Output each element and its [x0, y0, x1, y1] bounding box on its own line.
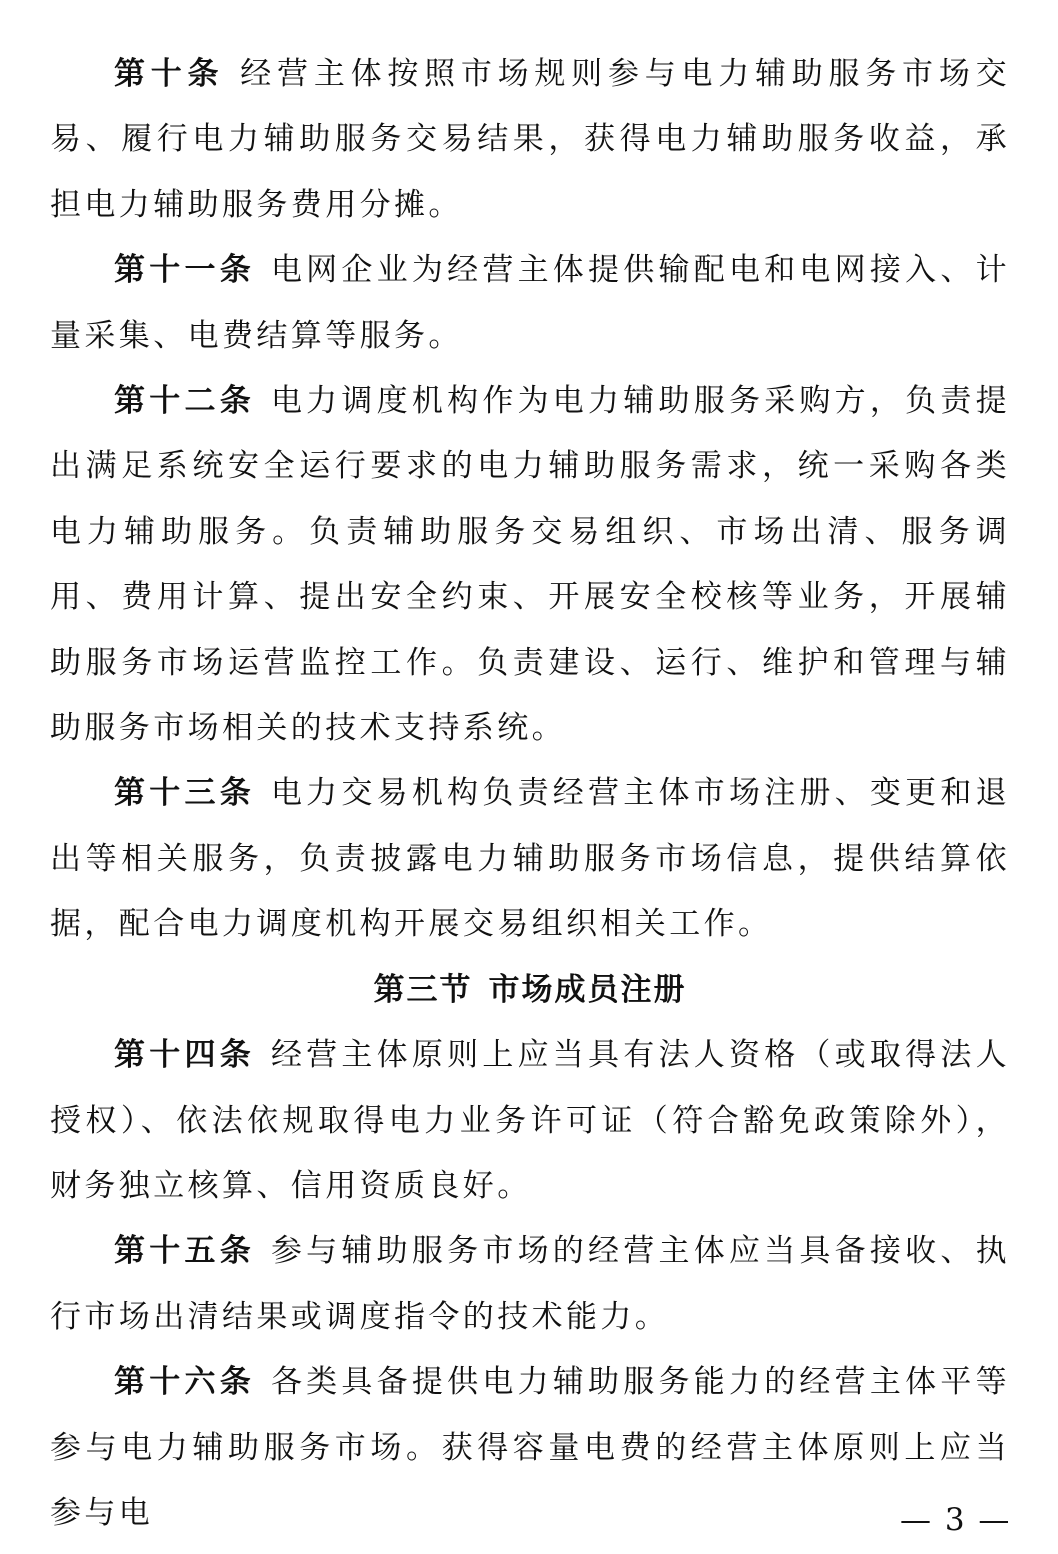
- article-text: 参与辅助服务市场的经营主体应当具备接收、执行市场出清结果或调度指令的技术能力。: [50, 1233, 1010, 1335]
- article-11: [50, 238, 1010, 369]
- article-text: 电力交易机构负责经营主体市场注册、变更和退出等相关服务，负责披露电力辅助服务市场信息，提供结算依据，配合电力调度机构开展交易组织相关工作。: [50, 775, 1010, 943]
- section-heading: [50, 958, 1010, 1023]
- page-number: — 3 —: [900, 1502, 1012, 1538]
- article-text: 电力调度机构作为电力辅助服务采购方，负责提出满足系统安全运行要求的电力辅助服务需求，统一采购各类电力辅助服务。负责辅助服务交易组织、市场出清、服务调用、费用计算、提出安全约束、开展安全校核等业务，开展辅助服务市场运营监控工作。负责建设、运行、维护和管理与辅助服务市场相关的技术支持系统。: [50, 383, 1010, 747]
- section-number: 第三节: [373, 971, 473, 1008]
- article-heading: 第十二条: [114, 383, 255, 420]
- article-heading: 第十五条: [114, 1233, 255, 1270]
- article-heading: 第十六条: [114, 1364, 255, 1401]
- document-page: [50, 42, 1010, 1546]
- article-12: [50, 369, 1010, 761]
- article-text: 经营主体按照市场规则参与电力辅助服务市场交易、履行电力辅助服务交易结果，获得电力辅助服务收益，承担电力辅助服务费用分摊。: [50, 56, 1010, 223]
- article-heading: 第十三条: [114, 775, 255, 812]
- article-text: 经营主体原则上应当具有法人资格（或取得法人授权）、依法依规取得电力业务许可证（符合豁免政策除外），财务独立核算、信用资质良好。: [50, 1037, 1010, 1204]
- article-text: 电网企业为经营主体提供输配电和电网接入、计量采集、电费结算等服务。: [50, 252, 1010, 354]
- article-16: [50, 1350, 1010, 1546]
- section-title: 市场成员注册: [488, 971, 687, 1008]
- article-14: [50, 1023, 1010, 1219]
- article-heading: 第十一条: [114, 252, 255, 289]
- article-text: 各类具备提供电力辅助服务能力的经营主体平等参与电力辅助服务市场。获得容量电费的经营主体原则上应当参与电: [50, 1364, 1010, 1531]
- article-15: [50, 1219, 1010, 1350]
- article-10: [50, 42, 1010, 238]
- article-heading: 第十四条: [114, 1037, 255, 1074]
- article-13: [50, 761, 1010, 957]
- article-heading: 第十条: [114, 56, 225, 92]
